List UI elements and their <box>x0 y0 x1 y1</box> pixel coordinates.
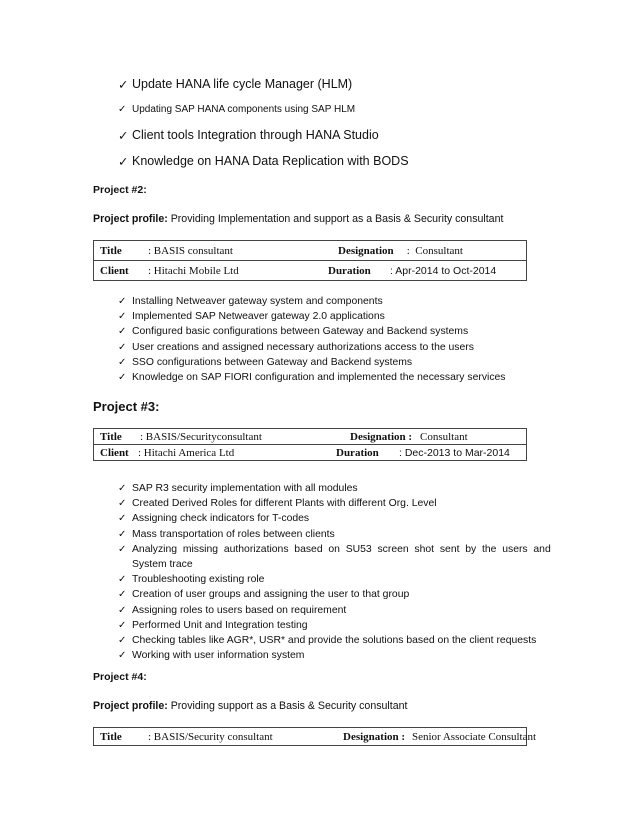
check-icon: ✓ <box>118 650 127 662</box>
project3-table <box>93 428 527 461</box>
list-item: ✓ Performed Unit and Integration testing <box>118 619 308 631</box>
check-icon: ✓ <box>118 128 129 143</box>
list-item: ✓ Assigning roles to users based on requirement <box>118 604 347 616</box>
check-icon: ✓ <box>118 619 127 631</box>
list-item: ✓ Creation of user groups and assigning the user to that group <box>118 589 410 601</box>
check-icon: ✓ <box>118 528 127 540</box>
check-icon: ✓ <box>118 543 127 555</box>
check-icon: ✓ <box>118 326 127 338</box>
list-item: ✓ Mass transportation of roles between clients <box>118 528 335 540</box>
list-item: ✓ Analyzing missing authorizations based on SU53 screen shot sent by the users and <box>118 543 551 555</box>
list-item: ✓ Working with user information system <box>118 650 305 662</box>
check-icon: ✓ <box>118 634 127 646</box>
check-icon: ✓ <box>118 513 127 525</box>
project4-profile: Project profile: Providing support as a Basis & Security consultant <box>93 700 408 712</box>
check-icon: ✓ <box>118 154 129 169</box>
table-row: Client : Hitachi America Ltd Duration : Dec-2013 to Mar-2014 <box>100 446 510 459</box>
check-icon: ✓ <box>118 356 127 368</box>
project3-heading: Project #3: <box>93 399 160 414</box>
list-item: ✓ Update HANA life cycle Manager (HLM) <box>118 77 353 92</box>
check-icon: ✓ <box>118 589 127 601</box>
check-icon: ✓ <box>118 296 127 307</box>
list-item: ✓ Assigning check indicators for T-codes <box>118 513 310 525</box>
check-icon: ✓ <box>118 77 129 92</box>
check-icon: ✓ <box>118 104 127 115</box>
project2-profile: Project profile: Providing Implementation and support as a Basis & Security consultant <box>93 213 504 225</box>
list-item: ✓ Knowledge on HANA Data Replication with BODS <box>118 154 409 169</box>
table-row: Client : Hitachi Mobile Ltd Duration : Apr-2014 to Oct-2014 <box>100 264 497 277</box>
project4-table <box>93 727 537 746</box>
check-icon: ✓ <box>118 371 127 383</box>
check-icon: ✓ <box>118 574 127 586</box>
list-item: ✓ Installing Netweaver gateway system and components <box>118 296 383 307</box>
check-icon: ✓ <box>118 604 127 616</box>
list-item: ✓ Troubleshooting existing role <box>118 574 265 586</box>
list-item: ✓ SAP R3 security implementation with all modules <box>118 483 358 494</box>
list-item: ✓ Knowledge on SAP FIORI configuration and implemented the necessary services <box>118 371 506 383</box>
project2-heading: Project #2: <box>93 184 147 196</box>
project2-table <box>93 240 527 281</box>
list-item: ✓ Updating SAP HANA components using SAP HLM <box>118 104 356 115</box>
list-item: ✓ User creations and assigned necessary authorizations access to the users <box>118 341 474 353</box>
table-row: Title : BASIS/Security consultant Designation : Senior Associate Consultant <box>100 730 537 743</box>
table-row: Title : BASIS consultant Designation : Consultant <box>94 241 526 261</box>
list-item: ✓ SSO configurations between Gateway and Backend systems <box>118 356 413 368</box>
list-item: ✓ Created Derived Roles for different Plants with different Org. Level <box>118 498 437 510</box>
check-icon: ✓ <box>118 341 127 353</box>
table-row: Title : BASIS/Securityconsultant Designation : Consultant <box>94 429 526 445</box>
check-icon: ✓ <box>118 498 127 510</box>
check-icon: ✓ <box>118 483 127 494</box>
list-item: System trace <box>132 558 193 570</box>
project2-items <box>0 294 638 385</box>
list-item: ✓ Checking tables like AGR*, USR* and provide the solutions based on the client requests <box>118 634 537 646</box>
list-item: ✓ Implemented SAP Netweaver gateway 2.0 applications <box>118 311 385 323</box>
project3-items <box>0 481 638 663</box>
project4-heading: Project #4: <box>93 671 147 683</box>
check-icon: ✓ <box>118 311 127 323</box>
list-item: ✓ Client tools Integration through HANA Studio <box>118 128 379 143</box>
list-item: ✓ Configured basic configurations between Gateway and Backend systems <box>118 326 469 338</box>
